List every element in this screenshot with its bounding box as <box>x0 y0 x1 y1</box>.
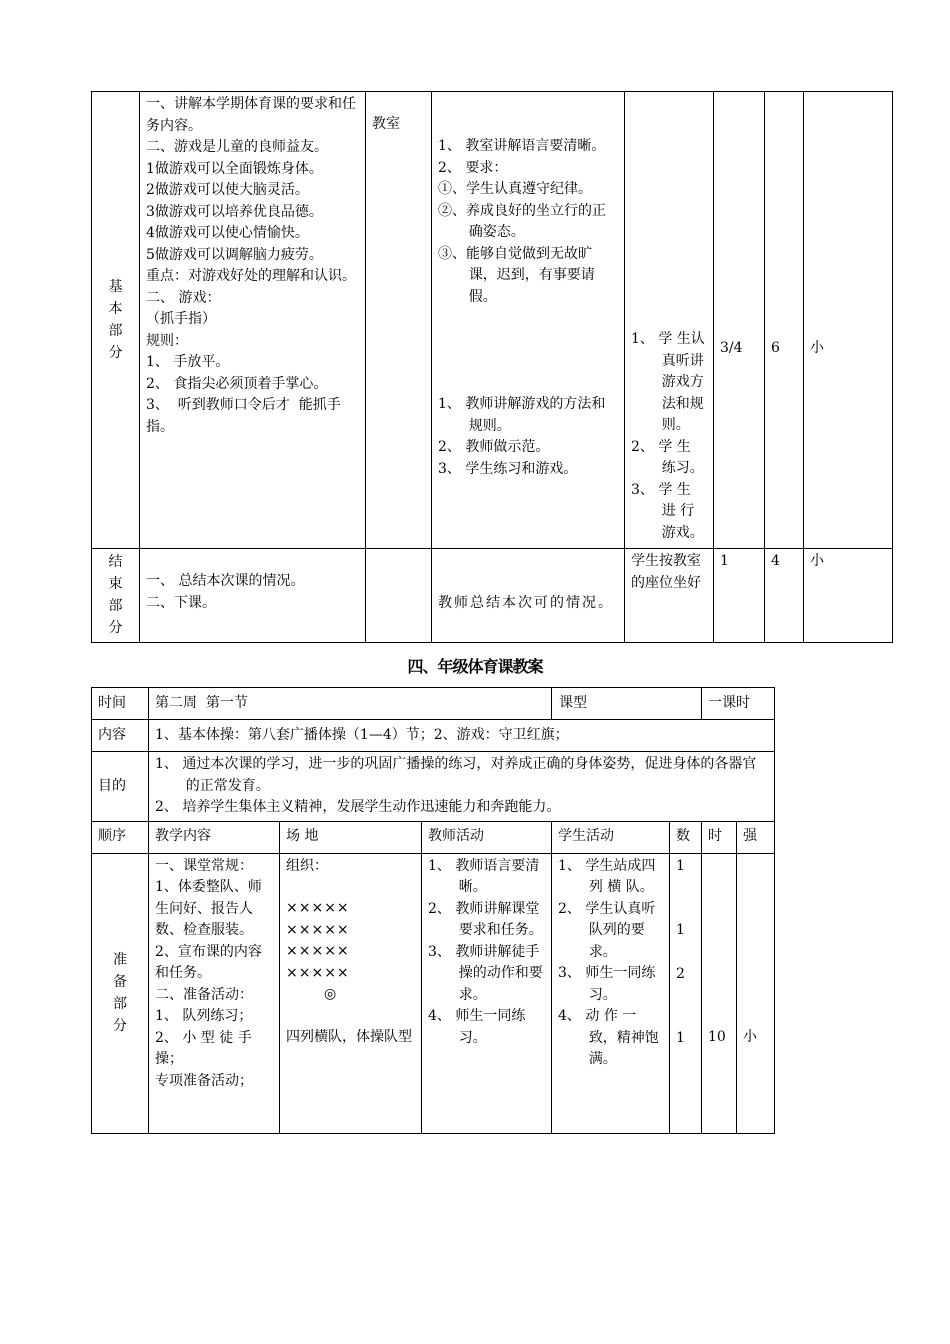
content-line: 3做游戏可以培养优良品德。 <box>146 203 323 220</box>
teacher-line: 1、 教室讲解语言要清晰。 <box>438 138 606 154</box>
prep-content <box>149 853 280 1133</box>
content-line: 规则： <box>146 332 188 349</box>
content-line: 2做游戏可以使大脑灵活。 <box>146 182 309 198</box>
student-line: 2、 学生认真听队列的要求。 <box>558 900 656 960</box>
prep-intensity-value: 小 <box>743 1028 758 1045</box>
section-ending <box>92 549 140 643</box>
teacher-line: 2、 教师讲解课堂要求和任务。 <box>428 900 543 938</box>
content-line: 1、 手放平。 <box>146 354 230 370</box>
column-header: 场 地 <box>280 821 422 853</box>
column-header: 教学内容 <box>149 821 280 853</box>
formation-row: ××××× <box>286 943 350 959</box>
section-basic <box>92 92 140 549</box>
content-line: 重点：对游戏好处的理解和认识。 <box>146 268 356 284</box>
lesson-table-1 <box>91 91 893 643</box>
ending-count: 1 <box>714 549 765 643</box>
student-line: 3、 学 生 进 行 游戏。 <box>631 481 704 541</box>
teacher-line: 2、 教师做示范。 <box>438 439 550 455</box>
formation-row: ××××× <box>286 900 350 916</box>
row-time <box>92 688 775 720</box>
venue-org: 组织： <box>286 857 328 874</box>
content-line: 1做游戏可以全面锻炼身体。 <box>146 160 323 177</box>
basic-count: 3/4 <box>714 92 765 549</box>
count-value: 1 <box>676 1030 685 1046</box>
section-prep <box>92 853 149 1133</box>
content-line: 二、准备活动： <box>155 986 253 1003</box>
type-label: 课型 <box>559 694 588 711</box>
venue-note: 四列横队，体操队型 <box>286 1028 412 1045</box>
student-line: 4、 动 作 一 致，精神饱满。 <box>558 1008 659 1067</box>
content-line: 2、 食指尖必须顶着手掌心。 <box>146 375 328 392</box>
student-line: 1、 学生站成四 列 横 队。 <box>558 857 656 895</box>
count-value: 1 <box>676 922 685 938</box>
student-line: 3、 师生一同练习。 <box>558 965 656 1003</box>
ending-student: 学生按教室的座位坐好 <box>625 549 714 643</box>
basic-content <box>140 92 366 549</box>
prep-student <box>552 853 670 1133</box>
content-line: 一、课堂常规： <box>155 857 253 874</box>
count-value: 1 <box>676 857 685 874</box>
ending-time: 4 <box>765 549 804 643</box>
count-value: 2 <box>676 965 685 982</box>
content-line: 一、 总结本次课的情况。 <box>146 573 305 589</box>
row-content <box>92 720 775 752</box>
column-header: 时 <box>702 821 737 853</box>
content-line: 专项准备活动； <box>155 1072 253 1089</box>
content-line: 2、宣布课的内容和任务。 <box>155 943 262 981</box>
type-cell <box>552 688 702 720</box>
content-line: 4做游戏可以使心情愉快。 <box>146 225 309 241</box>
content-line: （抓手指） <box>146 311 216 327</box>
venue-text: 教室 <box>372 116 400 132</box>
content-line: 1、 队列练习； <box>155 1008 253 1024</box>
page-title: 四、年级体育课教案 <box>407 657 543 676</box>
time-label: 时间 <box>92 688 149 720</box>
prep-time <box>702 853 737 1133</box>
column-header: 学生活动 <box>552 821 670 853</box>
row-prep <box>92 853 775 1133</box>
teacher-line: ③、能够自觉做到无故旷课，迟到，有事要请假。 <box>438 245 595 305</box>
type-value: 一课时 <box>702 688 775 720</box>
goal-value <box>149 752 775 822</box>
teacher-requirements <box>438 136 618 308</box>
column-header: 顺序 <box>92 821 149 853</box>
prep-teacher <box>422 853 552 1133</box>
formation <box>286 898 415 984</box>
content-line: 一、讲解本学期体育课的要求和任务内容。 <box>146 96 356 134</box>
teacher-line: 1、 教师讲解游戏的方法和规则。 <box>438 396 606 434</box>
prep-venue <box>280 853 422 1133</box>
ending-content <box>140 549 366 643</box>
row-ending <box>92 549 893 643</box>
goal-line: 2、 培养学生集体主义精神，发展学生动作迅速能力和奔跑能力。 <box>155 799 561 815</box>
content-line: 5做游戏可以调解脑力疲劳。 <box>146 246 323 263</box>
teacher-line: ①、学生认真遵守纪律。 <box>438 181 592 197</box>
basic-time: 6 <box>765 92 804 549</box>
goal-line: 1、 通过本次课的学习，进一步的巩固广播操的练习，对养成正确的身体姿势，促进身体的各器官的正常发育。 <box>155 756 757 794</box>
section-label: 结束部分 <box>108 554 123 636</box>
teacher-line: 1、 教师语言要清晰。 <box>428 857 540 895</box>
content-line: 2、 小 型 徒 手 操； <box>155 1029 257 1067</box>
teacher-line: 2、 要求： <box>438 159 508 176</box>
lesson-table-2 <box>91 687 775 1134</box>
content-line: 1、体委整队、师生问好、报告人数、检查服装。 <box>155 879 262 938</box>
content-line: 二、游戏是儿童的良师益友。 <box>146 139 328 155</box>
row-basic <box>92 92 893 549</box>
ending-teacher <box>432 549 625 643</box>
content-line: 二、下课。 <box>146 594 216 611</box>
student-line: 1、 学 生认真听讲游戏方法和规则。 <box>631 331 705 433</box>
formation-row: ××××× <box>286 964 350 981</box>
row-headers <box>92 821 775 853</box>
ending-intensity: 小 <box>804 549 893 643</box>
basic-teacher <box>432 92 625 549</box>
teacher-position-mark: ◎ <box>324 986 337 1002</box>
ending-teacher-text: 教师总结本次可的情况。 <box>438 595 614 611</box>
column-header: 强 <box>737 821 775 853</box>
ending-venue <box>366 549 432 643</box>
basic-student <box>625 92 714 549</box>
formation-row: ××××× <box>286 921 350 938</box>
time-value: 第二周 第一节 <box>149 688 552 720</box>
content-value: 1、基本体操：第八套广播体操（1—4）节；2、游戏：守卫红旗； <box>149 720 775 752</box>
content-line: 二、 游戏： <box>146 289 221 306</box>
prep-intensity <box>737 853 775 1133</box>
teacher-line: 4、 师生一同练习。 <box>428 1008 526 1046</box>
teacher-line: 3、 学生练习和游戏。 <box>438 460 578 477</box>
goal-label: 目的 <box>92 752 149 822</box>
column-header: 教师活动 <box>422 821 552 853</box>
basic-venue <box>366 92 432 549</box>
row-goal <box>92 752 775 822</box>
content-line: 3、 听到教师口令后才 能抓手指。 <box>146 397 341 435</box>
column-header: 数 <box>670 821 702 853</box>
prep-time-value: 10 <box>708 1028 726 1045</box>
teacher-line: 3、 教师讲解徒手操的动作和要求。 <box>428 943 543 1003</box>
teacher-line: ②、养成良好的坐立行的正确姿态。 <box>438 202 606 240</box>
basic-intensity: 小 <box>804 92 893 549</box>
section-label: 准备部分 <box>113 951 127 1034</box>
section-label: 基本部分 <box>108 278 123 361</box>
student-line: 2、 学 生 练习。 <box>631 438 704 476</box>
teacher-game <box>438 394 618 480</box>
content-label: 内容 <box>92 720 149 752</box>
prep-counts <box>670 853 702 1133</box>
